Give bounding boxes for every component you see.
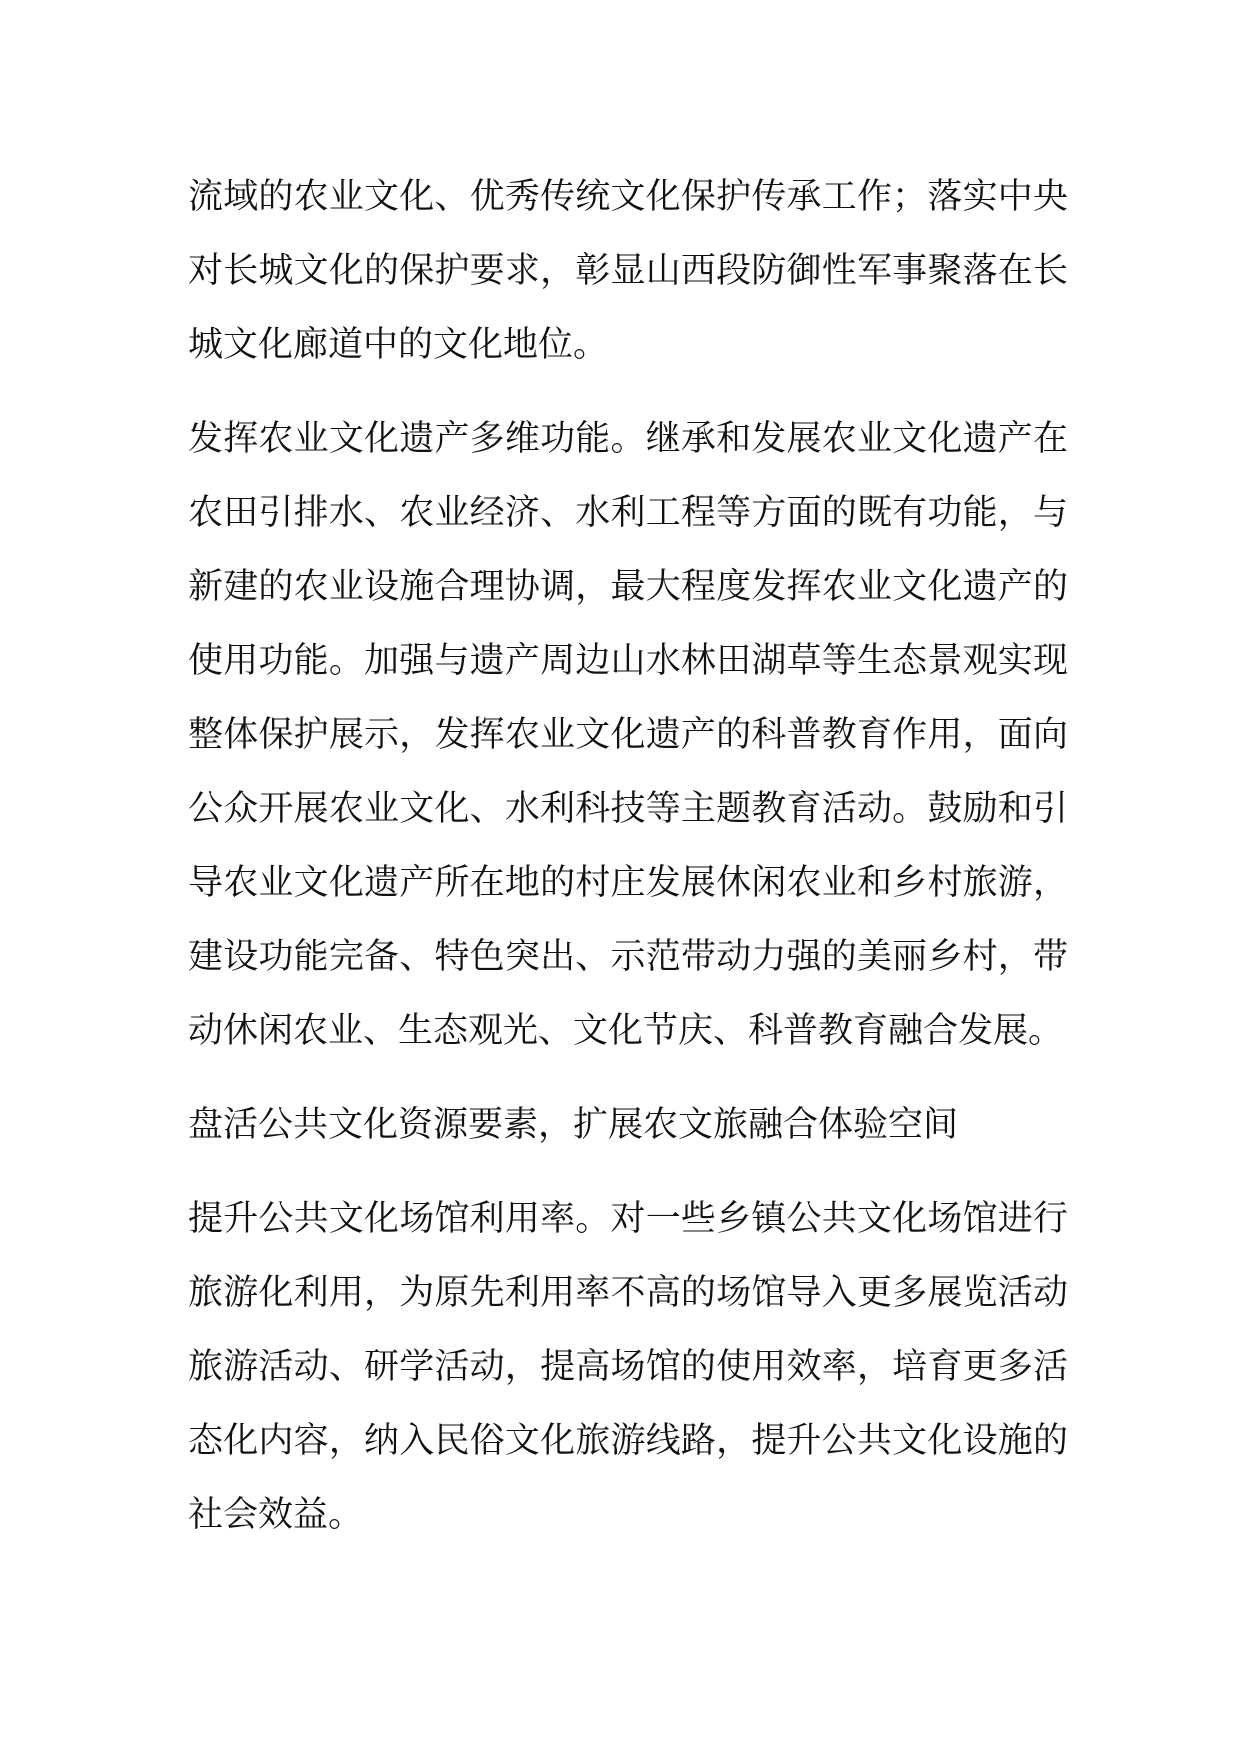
document-body xyxy=(188,160,1068,1572)
section-heading: 盘活公共文化资源要素，扩展农文旅融合体验空间 xyxy=(188,1105,959,1145)
paragraph-3: 提升公共文化场馆利用率。对一些乡镇公共文化场馆进行旅游化利用，为原先利用率不高的场馆导入更多展览活动旅游活动、研学活动，提高场馆的使用效率，培育更多活态化内容，纳入民俗文化旅游线路，提升公共文化设施的社会效益。 xyxy=(188,1199,1068,1535)
paragraph-1: 流域的农业文化、优秀传统文化保护传承工作；落实中央对长城文化的保护要求，彰显山西段防御性军事聚落在长城文化廊道中的文化地位。 xyxy=(188,177,1068,365)
paragraph-2: 发挥农业文化遗产多维功能。继承和发展农业文化遗产在农田引排水、农业经济、水利工程等方面的既有功能，与新建的农业设施合理协调，最大程度发挥农业文化遗产的使用功能。加强与遗产周边山水林田湖草等生态景观实现整体保护展示，发挥农业文化遗产的科普教育作用，面向公众开展农业文化、水利科技等主题教育活动。鼓励和引导农业文化遗产所在地的村庄发展休闲农业和乡村旅游，建设功能完备、特色突出、示范带动力强的美丽乡村，带动休闲农业、生态观光、文化节庆、科普教育融合发展。 xyxy=(188,419,1068,1051)
